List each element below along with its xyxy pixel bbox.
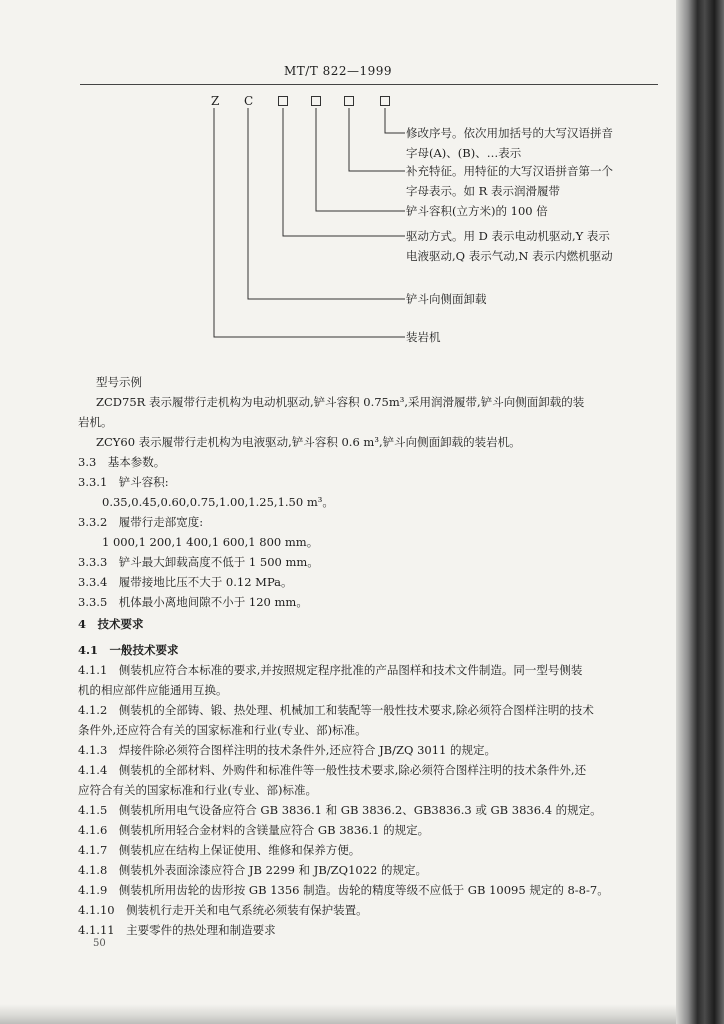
code-letter-c: C xyxy=(244,94,254,108)
section-3-3-3: 3.3.3 铲斗最大卸载高度不低于 1 500 mm。 xyxy=(78,555,319,569)
section-4-1-6: 4.1.6 侧装机所用轻合金材料的含镁量应符合 GB 3836.1 的规定。 xyxy=(78,823,430,837)
section-4-1-3: 4.1.3 焊接件除必须符合图样注明的技术条件外,还应符合 JB/ZQ 3011 的规定。 xyxy=(78,743,497,757)
section-4-1-4-line-2: 应符合有关的国家标准和行业(专业、部)标准。 xyxy=(78,783,317,797)
model-code-diagram xyxy=(0,0,676,360)
code-letter-z: Z xyxy=(211,94,220,108)
section-4-1-4-line-1: 4.1.4 侧装机的全部材料、外购件和标准件等一般性技术要求,除必须符合图样注明的技术条件外,还 xyxy=(78,763,587,777)
section-4-1-9: 4.1.9 侧装机所用齿轮的齿形按 GB 1356 制造。齿轮的精度等级不应低于 GB 10095 规定的 8-8-7。 xyxy=(78,883,609,897)
section-3-3-1-values: 0.35,0.45,0.60,0.75,1.00,1.25,1.50 m³。 xyxy=(102,495,334,509)
section-4-1-2-line-1: 4.1.2 侧装机的全部铸、锻、热处理、机械加工和装配等一般性技术要求,除必须符合图样注明的技术 xyxy=(78,703,594,717)
label-loader: 装岩机 xyxy=(406,330,441,344)
section-4-1-11: 4.1.11 主要零件的热处理和制造要求 xyxy=(78,923,276,937)
example-1-line-2: 岩机。 xyxy=(78,415,113,429)
section-3-3-2: 3.3.2 履带行走部宽度: xyxy=(78,515,204,529)
label-feature-1: 补充特征。用特征的大写汉语拼音第一个 xyxy=(406,164,613,178)
section-4-1-heading: 4.1 一般技术要求 xyxy=(78,643,179,657)
standard-number: MT/T 822—1999 xyxy=(283,64,393,78)
scan-binding-edge xyxy=(676,0,724,1024)
scan-bottom-edge xyxy=(0,1004,676,1024)
section-4-1-2-line-2: 条件外,还应符合有关的国家标准和行业(专业、部)标准。 xyxy=(78,723,367,737)
examples-title: 型号示例 xyxy=(96,375,142,389)
section-4-1-5: 4.1.5 侧装机所用电气设备应符合 GB 3836.1 和 GB 3836.2、GB3836.3 或 GB 3836.4 的规定。 xyxy=(78,803,602,817)
section-3-3-5: 3.3.5 机体最小离地间隙不小于 120 mm。 xyxy=(78,595,308,609)
label-drive-2: 电液驱动,Q 表示气动,N 表示内燃机驱动 xyxy=(406,249,613,263)
section-4-1-1-line-1: 4.1.1 侧装机应符合本标准的要求,并按照规定程序批准的产品图样和技术文件制造。同一型号侧装 xyxy=(78,663,583,677)
label-drive-1: 驱动方式。用 D 表示电动机驱动,Y 表示 xyxy=(406,229,610,243)
section-3-3-1: 3.3.1 铲斗容积: xyxy=(78,475,169,489)
label-feature-2: 字母表示。如 R 表示润滑履带 xyxy=(406,184,560,198)
label-revision-1: 修改序号。依次用加括号的大写汉语拼音 xyxy=(406,126,613,140)
section-4-1-7: 4.1.7 侧装机应在结构上保证使用、维修和保养方便。 xyxy=(78,843,361,857)
section-4-1-10: 4.1.10 侧装机行走开关和电气系统必须装有保护装置。 xyxy=(78,903,368,917)
section-3-3-4: 3.3.4 履带接地比压不大于 0.12 MPa。 xyxy=(78,575,293,589)
example-1-line-1: ZCD75R 表示履带行走机构为电动机驱动,铲斗容积 0.75m³,采用润滑履带,铲斗向侧面卸载的装 xyxy=(96,395,585,409)
section-3-3: 3.3 基本参数。 xyxy=(78,455,166,469)
section-4-heading: 4 技术要求 xyxy=(78,617,144,631)
example-2: ZCY60 表示履带行走机构为电液驱动,铲斗容积 0.6 m³,铲斗向侧面卸载的装岩机。 xyxy=(96,435,521,449)
label-revision-2: 字母(A)、(B)、…表示 xyxy=(406,146,522,160)
section-4-1-8: 4.1.8 侧装机外表面涂漆应符合 JB 2299 和 JB/ZQ1022 的规定。 xyxy=(78,863,427,877)
section-3-3-2-values: 1 000,1 200,1 400,1 600,1 800 mm。 xyxy=(102,535,319,549)
label-capacity: 铲斗容积(立方米)的 100 倍 xyxy=(406,204,548,218)
page-number: 50 xyxy=(93,938,106,949)
label-unload: 铲斗向侧面卸载 xyxy=(406,292,487,306)
section-4-1-1-line-2: 机的相应部件应能通用互换。 xyxy=(78,683,228,697)
